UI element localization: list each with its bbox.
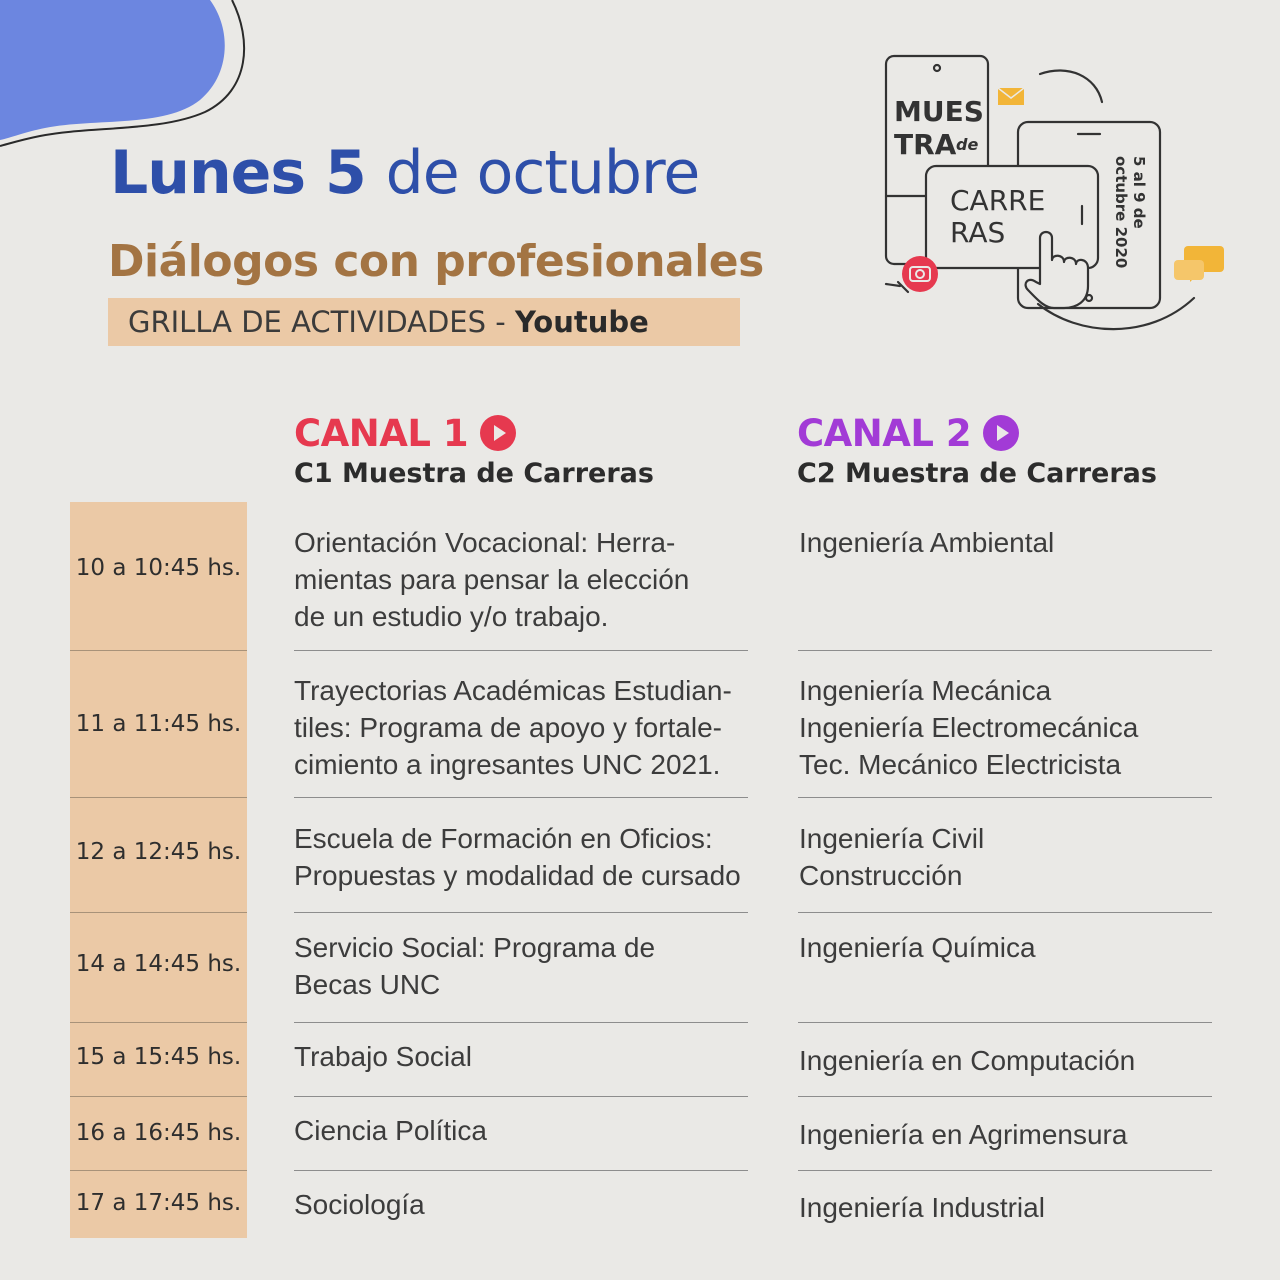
channel-1-activity: Servicio Social: Programa de Becas UNC [294, 932, 656, 1000]
channel-2-activity: Ingeniería en Agrimensura [799, 1119, 1128, 1150]
muestra-de-carreras-logo [878, 46, 1238, 346]
channel-1-activity: Ciencia Política [294, 1115, 487, 1146]
schedule-row [0, 1022, 1280, 1096]
channel-2-activity: Ingeniería Ambiental [799, 527, 1055, 558]
channel-2-name: CANAL 2 [797, 411, 972, 455]
logo-text-line3: CARRE [950, 184, 1046, 217]
schedule-row [0, 912, 1280, 1022]
channel-1-activity: Trabajo Social [294, 1041, 472, 1072]
channel-2-activity: Ingeniería Mecánica Ingeniería Electromecánica Tec. Mecánico Electricista [799, 675, 1139, 780]
channel-1-activity: Sociología [294, 1189, 425, 1220]
page-title: Lunes 5 de octubre [110, 138, 700, 208]
logo-text-line2: TRA [894, 128, 957, 161]
time-slot: 15 a 15:45 hs. [75, 1044, 242, 1070]
channel-1-name: CANAL 1 [294, 411, 469, 455]
channel-1-activity: Trayectorias Académicas Estudian- tiles: Programa de apoyo y fortale- cimiento a ingresantes UNC 2021. [294, 675, 732, 780]
decorative-blob [0, 0, 260, 150]
channel-2-activity: Ingeniería en Computación [799, 1045, 1136, 1076]
time-slot: 17 a 17:45 hs. [75, 1190, 242, 1216]
channel-2-activity: Ingeniería Civil Construcción [799, 823, 985, 891]
channel-1-activity: Escuela de Formación en Oficios: Propuestas y modalidad de cursado [294, 823, 741, 891]
logo-text-line4: RAS [950, 216, 1006, 249]
logo-dates-2: octubre 2020 [1112, 156, 1130, 269]
logo-dates-1: 5 al 9 de [1130, 156, 1148, 229]
grid-label: GRILLA DE ACTIVIDADES - Youtube [108, 298, 740, 346]
logo-text-line1: MUES [894, 95, 984, 128]
channel-1-header [294, 412, 654, 489]
schedule-row [0, 502, 1280, 650]
channel-2-subtitle: C2 Muestra de Carreras [797, 458, 1157, 489]
time-slot: 16 a 16:45 hs. [75, 1120, 242, 1146]
channel-2-header [797, 412, 1157, 489]
play-icon [983, 415, 1019, 451]
time-slot: 14 a 14:45 hs. [75, 951, 242, 977]
page-subtitle: Diálogos con profesionales [108, 236, 764, 287]
channel-1-subtitle: C1 Muestra de Carreras [294, 458, 654, 489]
schedule-row [0, 650, 1280, 797]
time-slot: 11 a 11:45 hs. [75, 710, 242, 737]
channel-2-activity: Ingeniería Industrial [799, 1192, 1045, 1223]
schedule-row [0, 797, 1280, 912]
channel-1-activity: Orientación Vocacional: Herra- mientas para pensar la elección de un estudio y/o trabajo. [294, 527, 690, 632]
play-icon [480, 415, 516, 451]
time-slot: 12 a 12:45 hs. [75, 839, 242, 865]
schedule-row [0, 1096, 1280, 1170]
channel-2-activity: Ingeniería Química [799, 932, 1036, 963]
time-slot: 10 a 10:45 hs. [75, 555, 242, 581]
schedule-row [0, 1170, 1280, 1238]
logo-text-de: de [956, 135, 979, 154]
